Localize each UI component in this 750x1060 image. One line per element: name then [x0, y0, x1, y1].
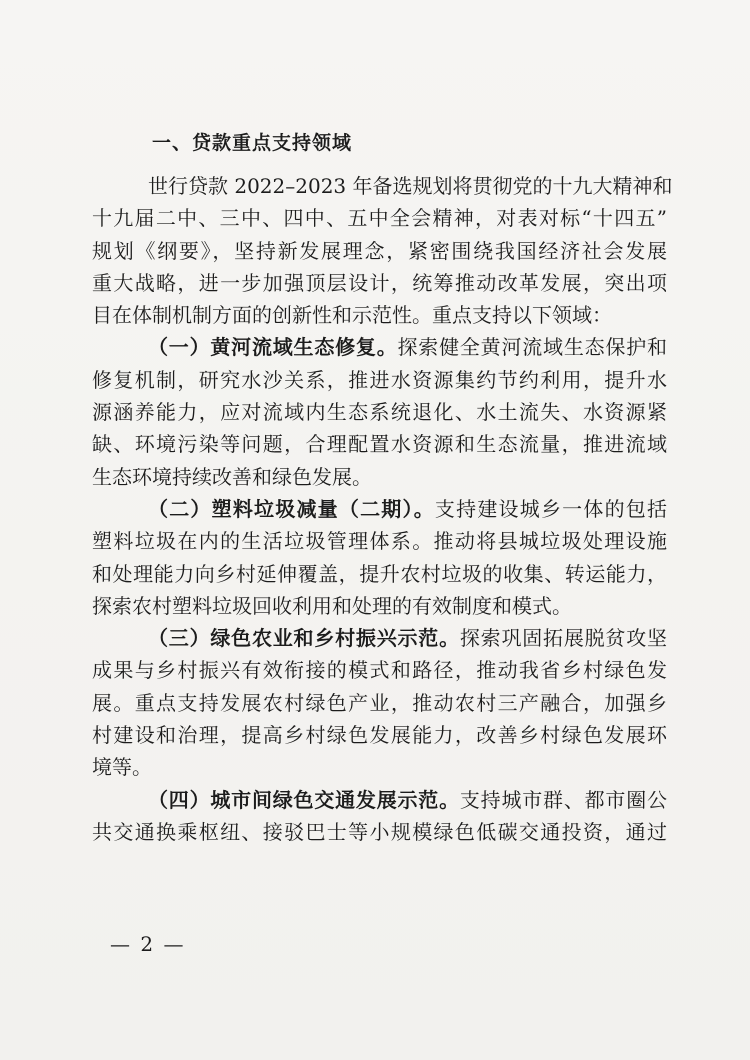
section-one-paragraph: [92, 331, 667, 492]
text-line: 境等。: [92, 755, 152, 780]
text-line: 成果与乡村振兴有效衔接的模式和路径，推动我省乡村绿色发: [92, 658, 667, 683]
text-line: 目在体制机制方面的创新性和示范性。重点支持以下领域：: [92, 303, 612, 328]
text-line: 世行贷款 2022–2023 年备选规划将贯彻党的十九大精神和: [148, 174, 673, 198]
section-four-title: （四）城市间绿色交通发展示范。: [148, 787, 460, 812]
text-line: 重大战略，进一步加强顶层设计，统筹推动改革发展，突出项: [92, 270, 667, 295]
section-three-paragraph: [92, 622, 667, 783]
section-heading: 一、贷款重点支持领域: [152, 132, 353, 154]
text-line: 村建设和治理，提高乡村绿色发展能力，改善乡村绿色发展环: [92, 723, 667, 748]
text-line: 生态环境持续改善和绿色发展。: [92, 464, 372, 489]
text-line: [92, 784, 667, 816]
text-line: 共交通换乘枢纽、接驳巴士等小规模绿色低碳交通投资，通过: [92, 819, 667, 844]
section-two-paragraph: [92, 493, 667, 622]
text-line: [92, 331, 667, 363]
body-text: [92, 170, 673, 848]
text-line: [92, 493, 667, 525]
section-three-title: （三）绿色农业和乡村振兴示范。: [148, 626, 460, 651]
section-four-lead: 支持城市群、都市圈公: [459, 787, 667, 812]
intro-paragraph: [92, 170, 673, 331]
section-one-lead: 探索健全黄河流域生态保护和: [397, 335, 667, 360]
text-line: 展。重点支持发展农村绿色产业，推动农村三产融合，加强乡: [92, 690, 667, 715]
text-line: 缺、环境污染等问题，合理配置水资源和生态流量，推进流域: [92, 432, 667, 457]
section-one-title: （一）黄河流域生态修复。: [148, 335, 398, 360]
section-two-title: （二）塑料垃圾减量（二期）。: [148, 496, 435, 521]
text-line: 和处理能力向乡村延伸覆盖，提升农村垃圾的收集、转运能力，: [92, 561, 667, 586]
text-line: 源涵养能力，应对流域内生态系统退化、水土流失、水资源紧: [92, 400, 667, 425]
text-line: 探索农村塑料垃圾回收利用和处理的有效制度和模式。: [92, 593, 572, 618]
page-number: — 2 —: [110, 932, 186, 956]
section-three-lead: 探索巩固拓展脱贫攻坚: [459, 626, 667, 651]
text-line: 规划《纲要》，坚持新发展理念，紧密围绕我国经济社会发展: [92, 238, 667, 263]
section-four-paragraph: [92, 784, 667, 849]
text-line: 十九届二中、三中、四中、五中全会精神，对表对标“十四五”: [92, 206, 667, 231]
text-line: 修复机制，研究水沙关系，推进水资源集约节约利用，提升水: [92, 367, 667, 392]
section-two-lead: 支持建设城乡一体的包括: [434, 496, 668, 521]
text-line: [92, 622, 667, 654]
text-line: 塑料垃圾在内的生活垃圾管理体系。推动将县城垃圾处理设施: [92, 529, 667, 554]
